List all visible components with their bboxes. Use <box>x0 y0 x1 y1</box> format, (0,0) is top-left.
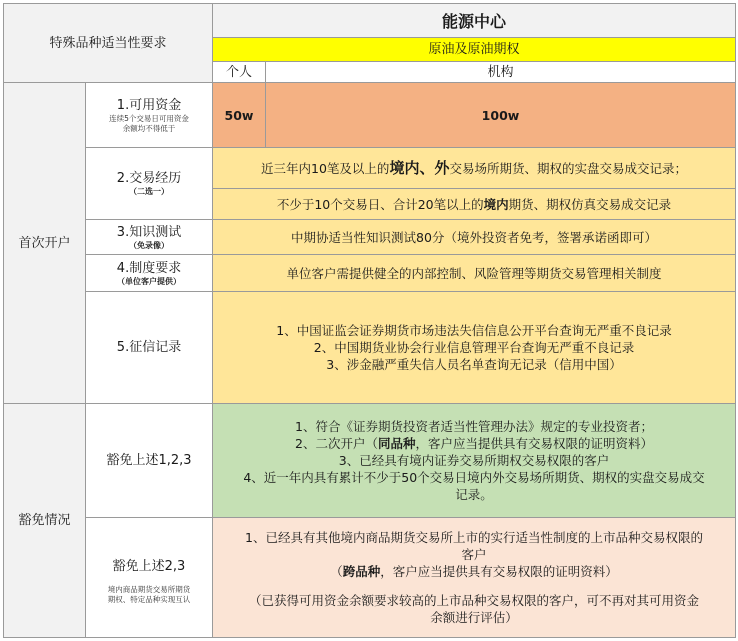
energy-center-header <box>213 3 736 38</box>
exempt1-title: 豁免上述1,2,3 <box>106 453 192 468</box>
exempt1-line1: 1、符合《证券期货投资者适当性管理办法》规定的专业投资者； <box>295 419 653 434</box>
exempt2-line4: （已获得可用资金余额要求较高的上市品种交易权限的客户，可不再对其可用资金 <box>248 593 699 608</box>
exempt2-line3-highlight: 跨品种 <box>342 564 381 579</box>
system-note: （单位客户提供） <box>117 276 181 286</box>
exempt-section <box>3 404 86 638</box>
institution-header <box>266 62 736 83</box>
exempt2-content-cell <box>213 518 736 638</box>
exempt2-note-line1: 境内商品期货交易所期货 <box>107 585 191 594</box>
exempt1-line3: 3、已经具有境内证券交易所期权交易权限的客户 <box>338 453 610 468</box>
exempt2-line3 <box>330 563 618 580</box>
system-title-cell <box>86 255 213 292</box>
first-open-section <box>3 83 86 404</box>
system-title: 4.制度要求 <box>116 260 182 276</box>
exempt2-line3-c: ，客户应当提供具有交易权限的证明资料） <box>380 564 618 579</box>
funds-institution-cell <box>266 83 736 148</box>
exempt1-line2-highlight: 同品种 <box>377 436 416 451</box>
institution-label: 机构 <box>487 64 514 80</box>
knowledge-note: （免录像） <box>129 240 169 250</box>
knowledge-title-cell <box>86 220 213 255</box>
credit-line3: 3、涉金融严重失信人员名单查询无记录（信用中国） <box>326 357 622 372</box>
exempt1-line2-a: 2、二次开户（ <box>295 436 378 451</box>
experience-option2-text-c: 期货、期权仿真交易成交记录 <box>508 196 672 212</box>
experience-option2-text-a: 不少于10个交易日、合计20笔以上的 <box>276 196 484 212</box>
experience-title-cell <box>86 148 213 220</box>
funds-individual-value: 50w <box>224 107 254 123</box>
funds-title-cell <box>86 83 213 148</box>
experience-option1-cell <box>213 148 736 189</box>
product-label: 原油及原油期权 <box>428 42 520 57</box>
knowledge-content-cell <box>213 220 736 255</box>
experience-option2 <box>277 196 671 213</box>
experience-note: （二选一） <box>129 187 169 196</box>
credit-title-cell <box>86 292 213 404</box>
experience-option2-highlight: 境内 <box>483 196 509 212</box>
energy-center-label: 能源中心 <box>441 12 506 31</box>
exempt2-line1: 1、已经具有其他境内商品期货交易所上市的实行适当性制度的上市品种交易权限的 <box>245 530 703 545</box>
exempt2-line3-a: （ <box>330 564 343 579</box>
exempt1-line2-c: ，客户应当提供具有交易权限的证明资料） <box>415 436 653 451</box>
knowledge-content: 中期协适当性知识测试80分（境外投资者免考，签署承诺函即可） <box>291 229 657 245</box>
funds-note-line1: 连续5个交易日可用资金 <box>109 113 189 123</box>
system-content-cell <box>213 255 736 292</box>
exempt2-note-line2: 期权、特定品种实现互认 <box>107 595 191 604</box>
credit-line1: 1、中国证监会证券期货市场违法失信信息公开平台查询无严重不良记录 <box>276 323 672 338</box>
experience-option1-text-c: 交易场所期货、期权的实盘交易成交记录； <box>449 160 687 176</box>
individual-header <box>213 62 266 83</box>
requirements-header-label: 特殊品种适当性要求 <box>49 35 167 51</box>
exempt1-line4: 4、近一年内具有累计不少于50个交易日境内外交易场所期货、期权的实盘交易成交 <box>243 470 705 485</box>
experience-option1-highlight: 境内、外 <box>389 158 450 177</box>
exempt2-title: 豁免上述2,3 <box>112 559 186 574</box>
system-content: 单位客户需提供健全的内部控制、风险管理等期货交易管理相关制度 <box>286 265 662 281</box>
exempt2-title-cell <box>86 518 213 638</box>
exempt1-line2 <box>295 435 653 452</box>
exempt1-title-cell <box>86 404 213 518</box>
funds-title: 1.可用资金 <box>116 97 182 113</box>
exempt1-line5: 记录。 <box>455 487 493 502</box>
funds-institution-value: 100w <box>481 107 520 123</box>
exempt2-line2: 客户 <box>461 547 487 562</box>
experience-option1 <box>261 160 687 177</box>
first-open-label: 首次开户 <box>18 235 71 251</box>
experience-option2-cell <box>213 189 736 220</box>
exempt-label: 豁免情况 <box>18 513 71 528</box>
funds-individual-cell <box>213 83 266 148</box>
knowledge-title: 3.知识测试 <box>116 224 182 240</box>
individual-label: 个人 <box>225 64 252 80</box>
exempt2-line5: 余额进行评估） <box>430 610 518 625</box>
requirements-header-cell <box>3 3 213 83</box>
credit-content-cell <box>213 292 736 404</box>
credit-title: 5.征信记录 <box>116 340 182 355</box>
experience-option1-text-a: 近三年内10笔及以上的 <box>261 160 390 176</box>
funds-note-line2: 余额均不得低于 <box>122 123 176 133</box>
exempt1-content-cell <box>213 404 736 518</box>
product-header <box>213 38 736 62</box>
experience-title: 2.交易经历 <box>116 171 182 186</box>
credit-line2: 2、中国期货业协会行业信息管理平台查询无严重不良记录 <box>313 340 635 355</box>
